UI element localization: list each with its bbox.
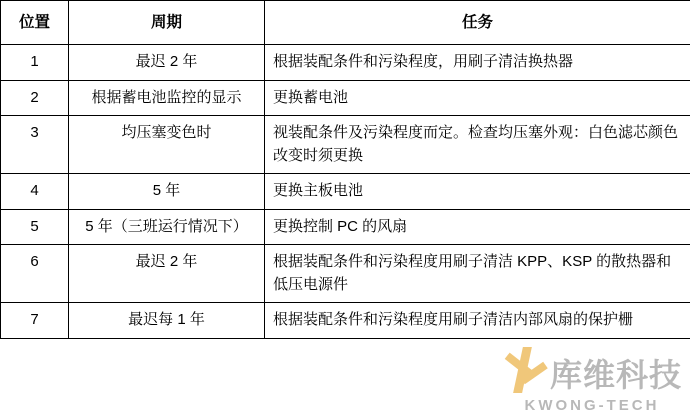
column-header-position: 位置 (1, 1, 69, 45)
table-body (1, 45, 690, 339)
cell-position: 7 (1, 303, 69, 339)
kwong-logo-icon (502, 347, 546, 393)
table-row (1, 209, 690, 245)
table-row (1, 245, 690, 303)
watermark (502, 347, 682, 414)
cell-cycle: 均压塞变色时 (69, 116, 265, 174)
table-row (1, 45, 690, 81)
cell-task: 根据装配条件和污染程度用刷子清洁内部风扇的保护栅 (265, 303, 690, 339)
table-row (1, 80, 690, 116)
cell-task: 视装配条件及污染程度而定。检查均压塞外观：白色滤芯颜色改变时须更换 (265, 116, 690, 174)
watermark-en-text: KWONG-TECH (524, 397, 660, 414)
cell-position: 4 (1, 174, 69, 210)
cell-position: 6 (1, 245, 69, 303)
table-row (1, 116, 690, 174)
cell-position: 2 (1, 80, 69, 116)
column-header-cycle: 周期 (69, 1, 265, 45)
table-row (1, 303, 690, 339)
cell-cycle: 根据蓄电池监控的显示 (69, 80, 265, 116)
cell-position: 3 (1, 116, 69, 174)
cell-task: 更换蓄电池 (265, 80, 690, 116)
cell-cycle: 5 年（三班运行情况下） (69, 209, 265, 245)
cell-task: 更换控制 PC 的风扇 (265, 209, 690, 245)
column-header-task: 任务 (265, 1, 690, 45)
cell-task: 根据装配条件和污染程度用刷子清洁 KPP、KSP 的散热器和低压电源件 (265, 245, 690, 303)
cell-cycle: 最迟 2 年 (69, 245, 265, 303)
cell-position: 5 (1, 209, 69, 245)
cell-cycle: 最迟每 1 年 (69, 303, 265, 339)
table-header (1, 1, 690, 45)
cell-task: 更换主板电池 (265, 174, 690, 210)
cell-position: 1 (1, 45, 69, 81)
table-header-row (1, 1, 690, 45)
cell-cycle: 最迟 2 年 (69, 45, 265, 81)
cell-cycle: 5 年 (69, 174, 265, 210)
table-row (1, 174, 690, 210)
cell-task: 根据装配条件和污染程度，用刷子清洁换热器 (265, 45, 690, 81)
watermark-cn-text: 库维科技 (549, 357, 682, 393)
watermark-top (502, 347, 682, 393)
